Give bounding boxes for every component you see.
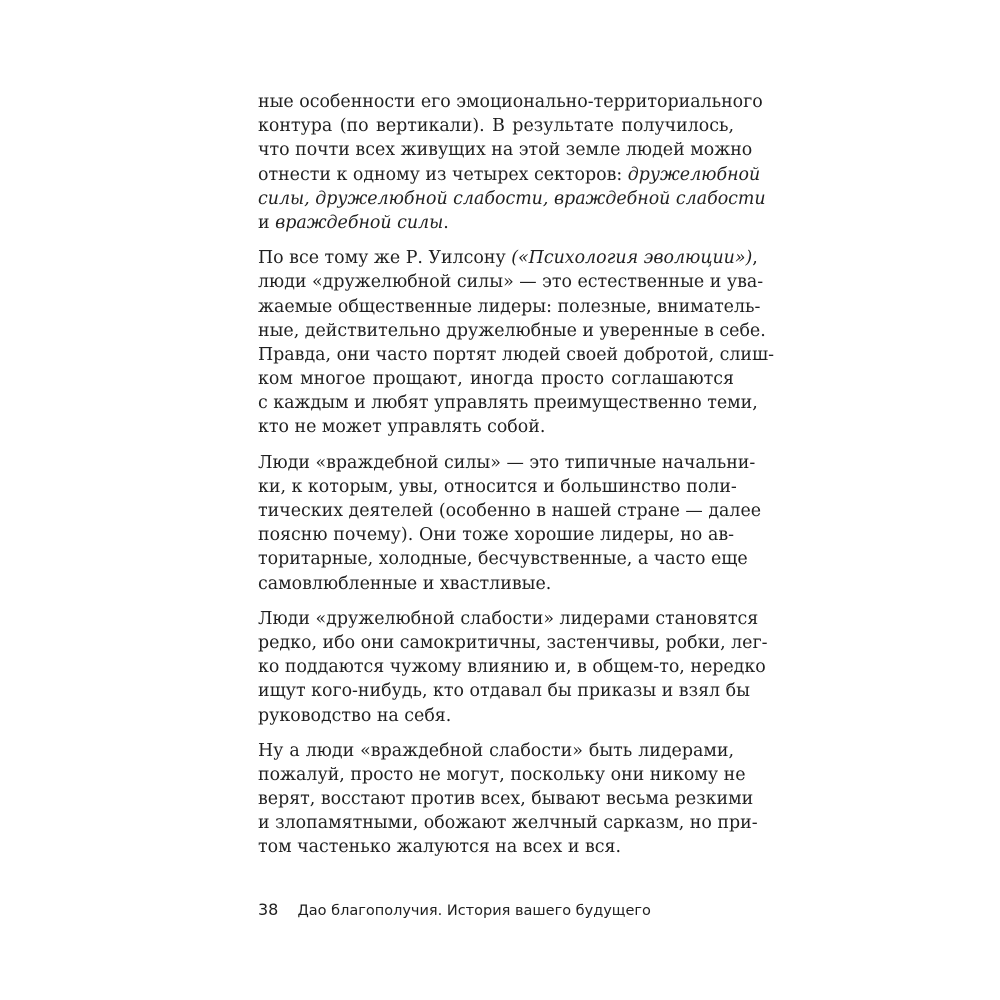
text-line <box>258 114 734 138</box>
text-line <box>258 811 758 835</box>
text-line <box>258 655 766 679</box>
text-line <box>258 270 764 294</box>
text-line <box>258 572 734 596</box>
text-run: Правда, они часто портят людей своей добротой, слиш- <box>258 344 775 365</box>
text-run: поясню почему). Они тоже хорошие лидеры, но ав- <box>258 525 734 546</box>
text-line <box>258 631 768 655</box>
text-line <box>258 295 761 319</box>
text-run: тических деятелей (особенно в нашей стране — далее <box>258 501 762 521</box>
text-run: и <box>258 212 276 233</box>
text-run: руководство на себя. <box>258 705 452 726</box>
text-line <box>258 499 762 523</box>
text-line <box>258 367 734 391</box>
text-line <box>258 246 758 270</box>
text-run: том частенько жалуются на всех и вся. <box>258 837 622 858</box>
text-run: торитарные, холодные, бесчувственные, а часто еще <box>258 549 748 570</box>
text-line <box>258 835 734 859</box>
text-run: Люди «дружелюбной слабости» лидерами становятся <box>258 608 759 629</box>
page-number: 38 <box>258 900 279 919</box>
text-line <box>258 343 775 367</box>
text-line <box>258 787 754 811</box>
running-title: Дао благополучия. История вашего будущего <box>297 903 651 919</box>
text-run: с каждым и любят управлять преимущественно теми, <box>258 393 758 414</box>
text-line <box>258 187 766 211</box>
text-line <box>258 704 734 728</box>
text-run: верят, восстают против всех, бывают весьма резкими <box>258 789 754 810</box>
text-line <box>258 547 748 571</box>
italic-text: силы, дружелюбной слабости, враждебной слабости <box>258 188 766 209</box>
text-run: люди «дружелюбной силы» — это естественные и ува- <box>258 272 764 293</box>
paragraph <box>258 739 758 860</box>
text-run: жаемые общественные лидеры: полезные, вниматель- <box>258 296 761 317</box>
paragraph <box>258 246 775 440</box>
text-run: Люди «враждебной силы» — это типичные начальни- <box>258 452 756 473</box>
text-run: ищут кого-нибудь, кто отдавал бы приказы и взял бы <box>258 681 750 702</box>
text-run: что почти всех живущих на этой земле людей можно <box>258 140 753 161</box>
text-run: ные, действительно дружелюбные и уверенные в себе. <box>258 320 766 341</box>
text-run: кто не может управлять собой. <box>258 417 546 438</box>
text-run: ные особенности его эмоционально-территориального <box>258 92 763 112</box>
italic-text: («Психология эволюции») <box>511 248 753 269</box>
text-line <box>258 391 758 415</box>
text-line <box>258 138 753 162</box>
text-run: контура (по вертикали). В результате получилось, <box>258 116 734 137</box>
text-run: ко поддаются чужому влиянию и, в общем-то, нередко <box>258 657 766 678</box>
text-line <box>258 163 761 187</box>
text-line <box>258 451 756 475</box>
text-line <box>258 475 737 499</box>
paragraph <box>258 607 768 728</box>
text-run: самовлюбленные и хвастливые. <box>258 573 552 594</box>
text-run: ком многое прощают, иногда просто соглашаются <box>258 369 734 390</box>
text-run: пожалуй, просто не могут, поскольку они никому не <box>258 764 746 785</box>
text-line <box>258 679 750 703</box>
paragraph <box>258 451 762 596</box>
text-line <box>258 90 763 114</box>
text-run: ки, к которым, увы, относится и большинство поли- <box>258 476 737 497</box>
text-line <box>258 763 746 787</box>
text-run: Ну а люди «враждебной слабости» быть лидерами, <box>258 740 734 761</box>
text-line <box>258 415 734 439</box>
text-run: По все тому же Р. Уилсону <box>258 248 512 269</box>
body-text <box>258 90 775 871</box>
text-line <box>258 211 734 235</box>
text-run: , <box>752 248 758 269</box>
text-line <box>258 319 766 343</box>
text-line <box>258 607 759 631</box>
text-line <box>258 523 734 547</box>
text-run: . <box>443 212 449 233</box>
text-run: редко, ибо они самокритичны, застенчивы, робки, лег- <box>258 632 768 653</box>
text-line <box>258 739 734 763</box>
paragraph <box>258 90 766 235</box>
text-run: и злопамятными, обожают желчный сарказм, но при- <box>258 813 758 834</box>
italic-text: враждебной силы <box>275 212 444 233</box>
page-footer <box>258 900 651 919</box>
italic-text: дружелюбной <box>627 164 761 185</box>
text-run: отнести к одному из четырех секторов: <box>258 164 628 185</box>
